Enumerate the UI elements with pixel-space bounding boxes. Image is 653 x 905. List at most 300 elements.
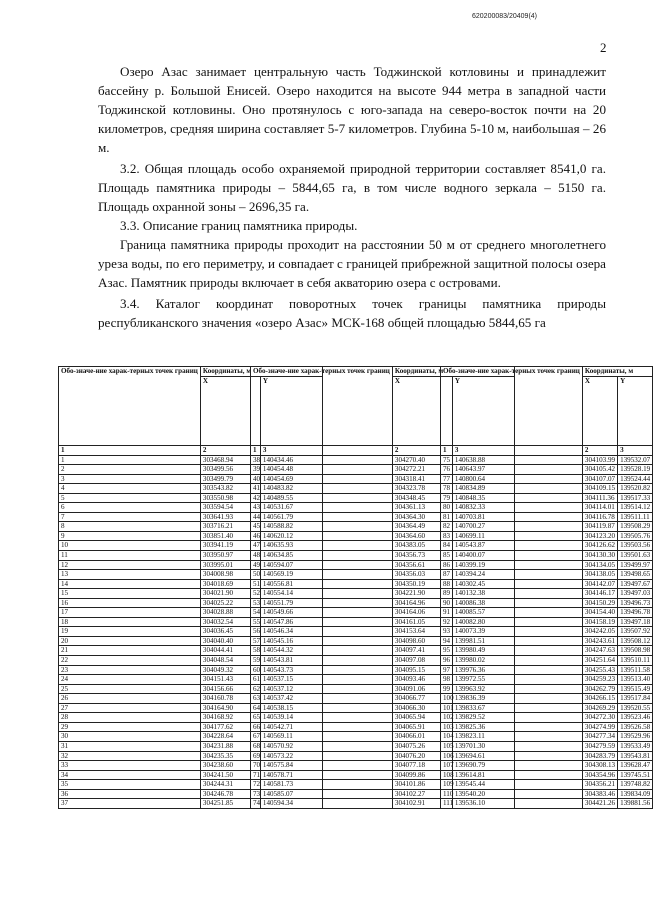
point-number: 70 [251,761,393,771]
point-number: 101 [441,703,583,713]
y-coordinate: 139496.78 [618,608,653,618]
y-coordinate: 139690.79 [452,761,514,771]
y-coordinate: 139497.18 [618,617,653,627]
point-number: 85 [441,551,583,561]
y-coordinate: 140547.86 [260,617,322,627]
y-coordinate: 139980.02 [452,656,514,666]
x-coordinate: 304101.86 [392,780,452,790]
y-coordinate: 139501.63 [618,551,653,561]
point-number: 12 [59,560,201,570]
x-coordinate: 304177.62 [200,722,260,732]
point-number: 32 [59,751,201,761]
y-coordinate: 139499.97 [618,560,653,570]
point-number: 57 [251,636,393,646]
x-coordinate: 304164.06 [392,608,452,618]
x-coordinate: 304018.69 [200,579,260,589]
y-header: Y [452,376,514,445]
y-coordinate: 140551.79 [260,598,322,608]
y-coordinate: 139520.55 [618,703,653,713]
x-coordinate: 304262.79 [582,684,617,694]
y-coordinate: 139825.36 [452,722,514,732]
x-coordinate: 304228.64 [200,732,260,742]
x-coordinate: 304102.27 [392,789,452,799]
y-coordinate: 139628.47 [618,761,653,771]
x-coordinate: 304350.19 [392,579,452,589]
x-coordinate: 304130.30 [582,551,617,561]
y-coordinate: 140542.71 [260,722,322,732]
column-index: 1 [59,446,201,456]
point-number: 25 [59,684,201,694]
y-coordinate: 139833.67 [452,703,514,713]
x-coordinate: 304356.21 [582,780,617,790]
table-row [441,627,653,637]
table-row [441,455,653,465]
x-coordinate: 304259.23 [582,675,617,685]
point-number: 67 [251,732,393,742]
body-text [98,62,606,332]
y-coordinate: 139508.29 [618,522,653,532]
x-coordinate: 304354.96 [582,770,617,780]
x-coordinate: 304095.15 [392,665,452,675]
x-coordinate: 304364.60 [392,531,452,541]
x-coordinate: 304114.01 [582,503,617,513]
point-number: 96 [441,656,583,666]
point-number: 50 [251,570,393,580]
y-coordinate: 139507.92 [618,627,653,637]
point-number: 87 [441,570,583,580]
point-number: 111 [441,799,583,809]
y-coordinate: 139508.12 [618,636,653,646]
x-coordinate: 304077.18 [392,761,452,771]
x-coordinate: 304102.91 [392,799,452,809]
x-coordinate: 304255.43 [582,665,617,675]
y-coordinate: 140454.48 [260,465,322,475]
y-coordinate: 140832.33 [452,503,514,513]
y-coordinate: 139823.11 [452,732,514,742]
column-index: 2 [582,446,617,456]
y-coordinate: 139834.09 [618,789,653,799]
x-coordinate: 304348.45 [392,493,452,503]
point-number: 11 [59,551,201,561]
point-number: 94 [441,636,583,646]
x-coordinate: 303995.01 [200,560,260,570]
x-coordinate: 304318.41 [392,474,452,484]
y-coordinate: 139524.44 [618,474,653,484]
point-number: 68 [251,741,393,751]
point-number: 14 [59,579,201,589]
point-number: 61 [251,675,393,685]
coordinates-header: Координаты, м [582,367,652,377]
x-header: X [582,376,617,445]
y-coordinate: 139536.10 [452,799,514,809]
point-number: 64 [251,703,393,713]
paragraph-boundary-heading: 3.3. Описание границ памятника природы. [120,218,358,233]
x-coordinate: 303941.19 [200,541,260,551]
y-coordinate: 140834.89 [452,484,514,494]
y-coordinate: 139513.40 [618,675,653,685]
x-coordinate: 304156.66 [200,684,260,694]
y-coordinate: 139976.36 [452,665,514,675]
y-coordinate: 140643.97 [452,465,514,475]
point-number: 88 [441,579,583,589]
y-coordinate: 140581.73 [260,780,322,790]
y-coordinate: 140699.11 [452,531,514,541]
y-coordinate: 139748.82 [618,780,653,790]
y-coordinate: 140700.27 [452,522,514,532]
point-number: 45 [251,522,393,532]
x-coordinate: 304065.91 [392,722,452,732]
y-coordinate: 140132.38 [452,589,514,599]
point-number: 59 [251,656,393,666]
point-number: 44 [251,512,393,522]
y-coordinate: 140434.46 [260,455,322,465]
x-coordinate: 304235.35 [200,751,260,761]
x-coordinate: 304364.49 [392,522,452,532]
y-coordinate: 140082.80 [452,617,514,627]
point-number: 58 [251,646,393,656]
x-coordinate: 303950.97 [200,551,260,561]
x-coordinate: 304076.20 [392,751,452,761]
x-coordinate: 304274.99 [582,722,617,732]
x-coordinate: 304160.78 [200,694,260,704]
y-coordinate: 140489.55 [260,493,322,503]
x-coordinate: 304109.15 [582,484,617,494]
table-row [441,560,653,570]
point-number: 1 [59,455,201,465]
point-number: 107 [441,761,583,771]
y-coordinate: 140848.35 [452,493,514,503]
x-coordinate: 304097.41 [392,646,452,656]
point-number: 34 [59,770,201,780]
point-number: 53 [251,598,393,608]
y-coordinate: 140545.16 [260,636,322,646]
point-number: 10 [59,541,201,551]
y-coordinate: 140556.81 [260,579,322,589]
point-number: 84 [441,541,583,551]
y-coordinate: 139508.98 [618,646,653,656]
y-coordinate: 139963.92 [452,684,514,694]
point-number: 52 [251,589,393,599]
x-coordinate: 304244.31 [200,780,260,790]
x-coordinate: 304091.06 [392,684,452,694]
point-number: 63 [251,694,393,704]
y-coordinate: 140543.87 [452,541,514,551]
x-coordinate: 304283.79 [582,751,617,761]
point-number: 66 [251,722,393,732]
table-row [441,570,653,580]
x-coordinate: 303641.93 [200,512,260,522]
y-coordinate: 139543.81 [618,751,653,761]
table-row [441,665,653,675]
x-coordinate: 304103.99 [582,455,617,465]
y-coordinate: 140570.92 [260,741,322,751]
point-number: 97 [441,665,583,675]
point-number: 65 [251,713,393,723]
x-coordinate: 304107.07 [582,474,617,484]
x-coordinate: 304066.30 [392,703,452,713]
point-number: 95 [441,646,583,656]
paragraph-catalog-title: 3.4. Каталог координат поворотных точек границы памятника природы республиканского значения «озеро Азас» МСК-168 общей площадью 5844,65 га [98,296,606,330]
x-coordinate: 303499.79 [200,474,260,484]
point-number: 81 [441,512,583,522]
point-number: 2 [59,465,201,475]
point-number: 47 [251,541,393,551]
point-number: 41 [251,484,393,494]
table-row [441,741,653,751]
coordinates-table-3 [440,366,653,809]
point-number: 98 [441,675,583,685]
table-row [441,522,653,532]
point-number: 77 [441,474,583,484]
y-coordinate: 140073.39 [452,627,514,637]
point-number: 54 [251,608,393,618]
y-coordinate: 140546.34 [260,627,322,637]
table-row [441,608,653,618]
point-number: 19 [59,627,201,637]
point-number: 73 [251,789,393,799]
point-number: 40 [251,474,393,484]
table-row [441,551,653,561]
y-coordinate: 139515.49 [618,684,653,694]
point-number: 60 [251,665,393,675]
x-coordinate: 304066.01 [392,732,452,742]
point-number: 108 [441,770,583,780]
x-coordinate: 304123.20 [582,531,617,541]
x-coordinate: 304150.29 [582,598,617,608]
point-number: 23 [59,665,201,675]
x-coordinate: 303550.98 [200,493,260,503]
point-number: 27 [59,703,201,713]
y-coordinate: 140634.85 [260,551,322,561]
x-coordinate: 303499.56 [200,465,260,475]
column-index: 1 [251,446,393,456]
x-coordinate: 304049.32 [200,665,260,675]
x-coordinate: 303543.82 [200,484,260,494]
y-coordinate: 139529.96 [618,732,653,742]
table-row [441,789,653,799]
column-index: 3 [452,446,514,456]
x-coordinate: 304008.98 [200,570,260,580]
y-coordinate: 139972.55 [452,675,514,685]
y-coordinate: 139881.56 [618,799,653,809]
y-coordinate: 139497.67 [618,579,653,589]
table-row [441,713,653,723]
point-number: 13 [59,570,201,580]
y-coordinate: 140569.19 [260,570,322,580]
y-coordinate: 139528.19 [618,465,653,475]
x-coordinate: 303851.40 [200,531,260,541]
point-number: 90 [441,598,583,608]
y-header: Y [260,376,322,445]
point-number: 82 [441,522,583,532]
table-row [441,589,653,599]
y-coordinate: 140483.82 [260,484,322,494]
coordinates-header: Координаты, м [392,367,514,377]
table-row [441,656,653,666]
x-coordinate: 303716.21 [200,522,260,532]
y-coordinate: 139545.44 [452,780,514,790]
y-coordinate: 139511.58 [618,665,653,675]
point-number: 80 [441,503,583,513]
y-coordinate: 139533.49 [618,741,653,751]
point-number: 35 [59,780,201,790]
point-number: 43 [251,503,393,513]
x-coordinate: 304116.78 [582,512,617,522]
point-number: 99 [441,684,583,694]
point-number: 42 [251,493,393,503]
point-number: 24 [59,675,201,685]
point-number: 18 [59,617,201,627]
table-row [441,531,653,541]
y-coordinate: 140399.19 [452,560,514,570]
point-number: 93 [441,627,583,637]
x-header: X [200,376,260,445]
x-coordinate: 304251.64 [582,656,617,666]
y-coordinate: 140086.38 [452,598,514,608]
x-coordinate: 304356.61 [392,560,452,570]
table-row [441,512,653,522]
point-number: 29 [59,722,201,732]
table-row [441,646,653,656]
point-number: 22 [59,656,201,666]
paragraph-boundary-description: Граница памятника природы проходит на расстоянии 50 м от среднего многолетнего уреза воды, по его периметру, и совпадает с границей прибрежной защитной полосы озера Азас. Памятник природы включает в себя акваторию озера с островами. [98,237,606,290]
designation-header: Обо-значе-ние харак-терных точек границ [441,367,583,446]
x-coordinate: 304158.19 [582,617,617,627]
y-coordinate: 139511.11 [618,512,653,522]
table-row [441,484,653,494]
table-row [441,598,653,608]
y-coordinate: 139514.12 [618,503,653,513]
point-number: 30 [59,732,201,742]
x-coordinate: 304238.60 [200,761,260,771]
y-coordinate: 140544.32 [260,646,322,656]
x-coordinate: 304242.05 [582,627,617,637]
column-index: 2 [392,446,452,456]
y-coordinate: 139510.11 [618,656,653,666]
x-coordinate: 304105.42 [582,465,617,475]
table-row [441,503,653,513]
point-number: 38 [251,455,393,465]
point-number: 103 [441,722,583,732]
point-number: 71 [251,770,393,780]
point-number: 7 [59,512,201,522]
table-row [441,541,653,551]
y-coordinate: 140620.12 [260,531,322,541]
y-coordinate: 140549.66 [260,608,322,618]
point-number: 74 [251,799,393,809]
table-row [441,770,653,780]
x-coordinate: 304036.45 [200,627,260,637]
y-coordinate: 140400.07 [452,551,514,561]
x-coordinate: 304151.43 [200,675,260,685]
y-coordinate: 139701.30 [452,741,514,751]
x-coordinate: 304065.94 [392,713,452,723]
table-row [441,732,653,742]
designation-header: Обо-значе-ние харак-терных точек границ [251,367,393,446]
x-coordinate: 304383.46 [582,789,617,799]
table-row [441,722,653,732]
point-number: 15 [59,589,201,599]
y-coordinate: 139829.52 [452,713,514,723]
y-coordinate: 139505.76 [618,531,653,541]
x-coordinate: 304044.41 [200,646,260,656]
column-index: 3 [260,446,322,456]
y-coordinate: 139532.07 [618,455,653,465]
x-coordinate: 304272.30 [582,713,617,723]
point-number: 104 [441,732,583,742]
x-coordinate: 304075.26 [392,741,452,751]
point-number: 16 [59,598,201,608]
x-coordinate: 304048.54 [200,656,260,666]
x-coordinate: 304246.78 [200,789,260,799]
x-coordinate: 304025.22 [200,598,260,608]
table-row [441,493,653,503]
point-number: 20 [59,636,201,646]
y-coordinate: 140573.22 [260,751,322,761]
point-number: 56 [251,627,393,637]
coordinates-header: Координаты, м [200,367,322,377]
point-number: 69 [251,751,393,761]
y-coordinate: 140538.15 [260,703,322,713]
y-coordinate: 139520.82 [618,484,653,494]
point-number: 102 [441,713,583,723]
y-coordinate: 140537.12 [260,684,322,694]
point-number: 106 [441,751,583,761]
x-coordinate: 304243.61 [582,636,617,646]
x-coordinate: 304040.40 [200,636,260,646]
table-row [441,751,653,761]
y-coordinate: 140561.79 [260,512,322,522]
x-coordinate: 304126.62 [582,541,617,551]
y-coordinate: 139745.51 [618,770,653,780]
x-coordinate: 304119.87 [582,522,617,532]
y-coordinate: 140537.42 [260,694,322,704]
point-number: 75 [441,455,583,465]
table-row [441,799,653,809]
y-coordinate: 140454.69 [260,474,322,484]
point-number: 76 [441,465,583,475]
x-coordinate: 304308.13 [582,761,617,771]
point-number: 55 [251,617,393,627]
column-index: 1 [441,446,583,456]
x-coordinate: 304021.90 [200,589,260,599]
column-index: 2 [200,446,260,456]
y-coordinate: 139498.65 [618,570,653,580]
point-number: 62 [251,684,393,694]
table-row [441,761,653,771]
x-coordinate: 304272.21 [392,465,452,475]
y-coordinate: 140543.81 [260,656,322,666]
x-coordinate: 304032.54 [200,617,260,627]
table-row [441,636,653,646]
point-number: 9 [59,531,201,541]
x-coordinate: 304364.30 [392,512,452,522]
x-coordinate: 303594.54 [200,503,260,513]
x-coordinate: 304154.40 [582,608,617,618]
y-coordinate: 140594.34 [260,799,322,809]
point-number: 26 [59,694,201,704]
point-number: 3 [59,474,201,484]
x-coordinate: 304097.08 [392,656,452,666]
y-coordinate: 140594.07 [260,560,322,570]
point-number: 28 [59,713,201,723]
point-number: 17 [59,608,201,618]
x-coordinate: 304247.63 [582,646,617,656]
point-number: 109 [441,780,583,790]
point-number: 4 [59,484,201,494]
y-coordinate: 139517.84 [618,694,653,704]
table-row [441,474,653,484]
